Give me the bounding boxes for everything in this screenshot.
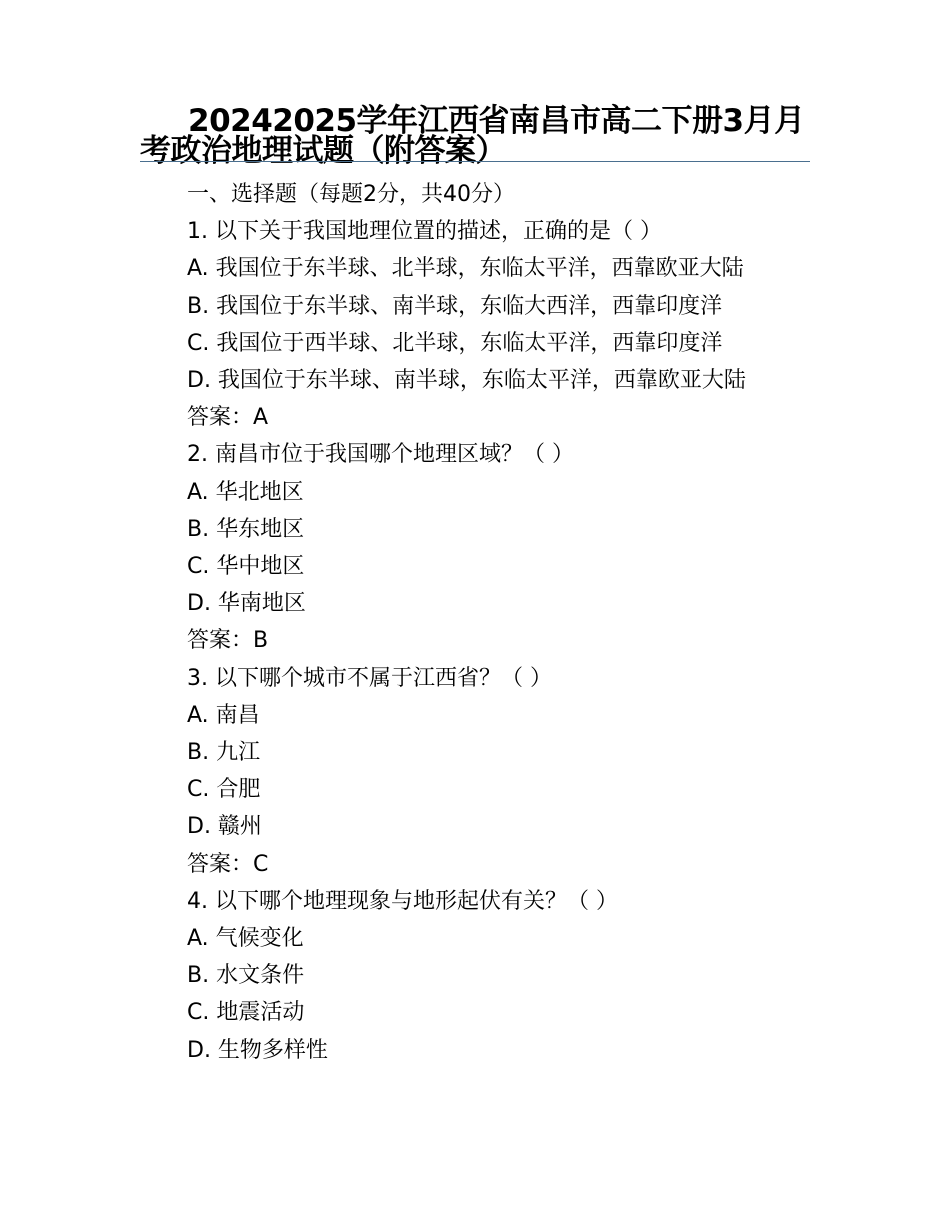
question-1-answer: 答案：A (187, 405, 269, 431)
question-4: 4. 以下哪个地理现象与地形起伏有关？（ ） (187, 888, 618, 914)
question-1-option-a: A. 我国位于东半球、北半球，东临太平洋，西靠欧亚大陆 (187, 256, 744, 282)
question-3-answer: 答案：C (187, 851, 269, 877)
document-title: 20242025学年江西省南昌市高二下册3月月考政治地理试题（附答案） (140, 103, 805, 169)
question-1-option-c: C. 我国位于西半球、北半球，东临太平洋，西靠印度洋 (187, 330, 723, 356)
question-2-answer: 答案：B (187, 628, 269, 654)
title-divider (140, 161, 810, 162)
question-2: 2. 南昌市位于我国哪个地理区域？（ ） (187, 442, 574, 468)
question-3-option-b: B. 九江 (187, 740, 261, 766)
question-1-option-d: D. 我国位于东半球、南半球，东临太平洋，西靠欧亚大陆 (187, 368, 746, 394)
question-4-option-b: B. 水文条件 (187, 963, 305, 989)
question-2-option-c: C. 华中地区 (187, 554, 305, 580)
question-4-option-a: A. 气候变化 (187, 926, 304, 952)
question-3-option-a: A. 南昌 (187, 702, 260, 728)
question-3: 3. 以下哪个城市不属于江西省？（ ） (187, 665, 552, 691)
question-4-option-c: C. 地震活动 (187, 1000, 305, 1026)
question-2-option-b: B. 华东地区 (187, 516, 305, 542)
question-3-option-c: C. 合肥 (187, 777, 261, 803)
question-4-option-d: D. 生物多样性 (187, 1037, 328, 1063)
document-body (140, 176, 810, 1069)
question-2-option-a: A. 华北地区 (187, 479, 304, 505)
question-3-option-d: D. 赣州 (187, 814, 262, 840)
question-2-option-d: D. 华南地区 (187, 591, 306, 617)
question-1-option-b: B. 我国位于东半球、南半球，东临大西洋，西靠印度洋 (187, 293, 723, 319)
question-1: 1. 以下关于我国地理位置的描述，正确的是（ ） (187, 219, 662, 245)
section-heading: 一、选择题（每题2分，共40分） (187, 182, 515, 207)
